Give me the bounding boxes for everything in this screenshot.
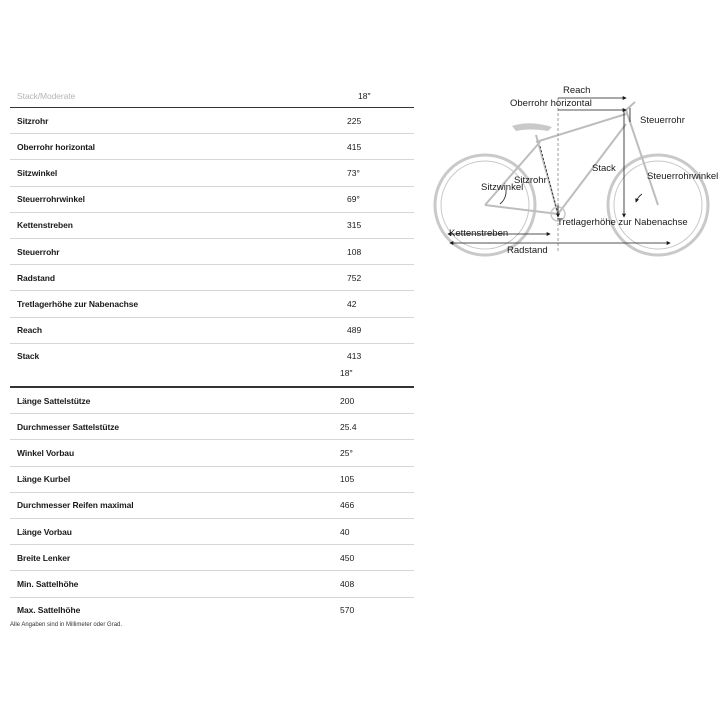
table-row [10, 318, 414, 344]
row-value: 415 [347, 141, 362, 152]
label-top-tube: Oberrohr horizontal [510, 98, 592, 109]
header-label: Stack/Moderate [17, 91, 76, 101]
row-value: 570 [340, 605, 355, 616]
row-label: Radstand [17, 272, 55, 283]
table-row [10, 187, 414, 213]
row-value: 25.4 [340, 421, 357, 432]
row-value: 40 [340, 526, 350, 537]
row-value: 25° [340, 447, 353, 458]
row-label: Kettenstreben [17, 220, 73, 231]
row-label: Stack [17, 351, 40, 362]
geometry-table [10, 85, 414, 369]
row-value: 450 [340, 552, 355, 563]
label-seat-tube: Sitzrohr [514, 175, 547, 186]
label-head-tube: Steuerrohr [640, 115, 685, 126]
table-row [10, 108, 414, 134]
row-value: 489 [347, 325, 362, 336]
row-value: 752 [347, 272, 362, 283]
row-label: Tretlagerhöhe zur Nabenachse [17, 298, 138, 309]
label-head-angle: Steuerrohrwinkel [647, 171, 719, 182]
bike-geometry-diagram [430, 80, 720, 260]
label-seat-angle: Sitzwinkel [481, 182, 524, 193]
row-label: Breite Lenker [17, 552, 71, 563]
header-size: 18" [340, 368, 353, 378]
row-label: Durchmesser Sattelstütze [17, 421, 119, 432]
row-value: 315 [347, 220, 362, 231]
row-value: 466 [340, 500, 355, 511]
row-value: 73° [347, 167, 360, 178]
label-bb-drop: Tretlagerhöhe zur Nabenachse [557, 217, 688, 228]
row-label: Min. Sattelhöhe [17, 578, 79, 589]
row-label: Oberrohr horizontal [17, 141, 95, 152]
row-label: Reach [17, 325, 43, 336]
table-row [10, 134, 414, 160]
table-header [10, 360, 414, 388]
table-row [10, 414, 414, 440]
table-row [10, 545, 414, 571]
table-row [10, 160, 414, 186]
row-value: 108 [347, 246, 362, 257]
row-label: Steuerrohrwinkel [17, 194, 85, 205]
bike-geometry-svg [430, 80, 720, 260]
row-label: Max. Sattelhöhe [17, 605, 81, 616]
row-value: 408 [340, 578, 355, 589]
table-row [10, 571, 414, 597]
label-wheelbase: Radstand [507, 245, 548, 256]
header-size: 18" [358, 91, 371, 101]
row-value: 42 [347, 298, 357, 309]
row-label: Winkel Vorbau [17, 447, 75, 458]
component-table [10, 360, 414, 623]
footnote: Alle Angaben sind in Millimeter oder Grad. [10, 622, 123, 628]
label-chainstay: Kettenstreben [449, 228, 509, 239]
row-label: Länge Kurbel [17, 474, 71, 485]
row-value: 413 [347, 351, 362, 362]
table-row [10, 467, 414, 493]
row-value: 200 [340, 395, 355, 406]
table-row [10, 598, 414, 623]
label-stack: Stack [592, 163, 616, 174]
row-label: Sitzrohr [17, 115, 49, 126]
bike-frame [485, 102, 658, 214]
table-row [10, 239, 414, 265]
table-row [10, 519, 414, 545]
row-label: Länge Vorbau [17, 526, 72, 537]
table-row [10, 493, 414, 519]
table-row [10, 265, 414, 291]
row-label: Steuerrohr [17, 246, 60, 257]
row-label: Durchmesser Reifen maximal [17, 500, 134, 511]
saddle-icon [512, 123, 552, 131]
row-label: Sitzwinkel [17, 167, 58, 178]
row-value: 105 [340, 474, 355, 485]
table-row [10, 440, 414, 466]
label-reach: Reach [563, 85, 591, 96]
table-row [10, 213, 414, 239]
table-header [10, 85, 414, 108]
row-label: Länge Sattelstütze [17, 395, 91, 406]
table-row [10, 291, 414, 317]
row-value: 225 [347, 115, 362, 126]
row-value: 69° [347, 194, 360, 205]
table-row [10, 388, 414, 414]
